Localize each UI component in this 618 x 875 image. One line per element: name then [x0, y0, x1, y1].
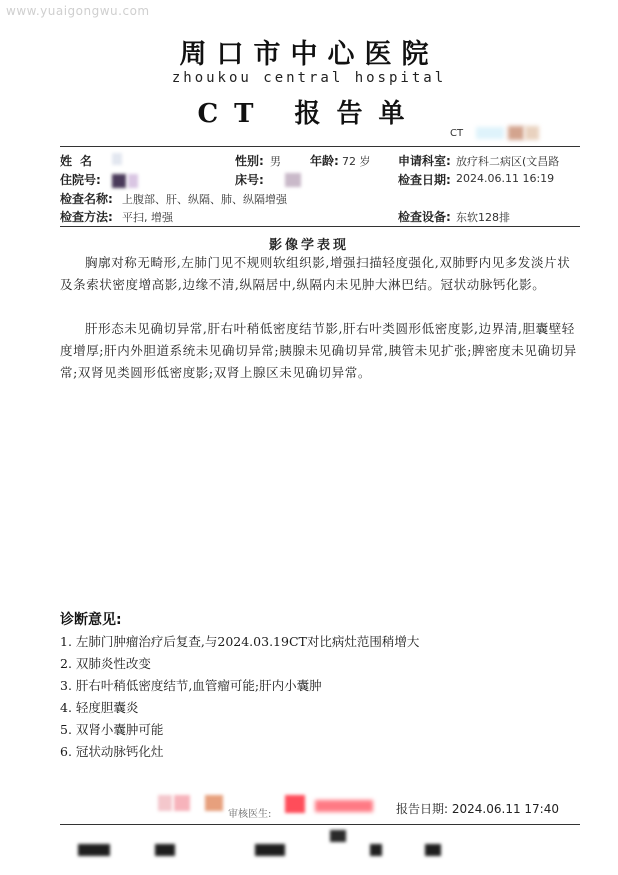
diagnosis-item: 3. 肝右叶稍低密度结节,血管瘤可能;肝内小囊肿: [60, 678, 322, 693]
report-date-label: 报告日期:: [396, 802, 449, 816]
age-label: 年龄:: [310, 154, 339, 168]
hospital-name-en: zhoukou central hospital: [171, 70, 447, 86]
footer-divider: [60, 824, 580, 825]
report-title: CT 报告单: [197, 99, 421, 129]
signature-redaction-orange: [205, 795, 223, 811]
ct-number-redaction: [476, 127, 504, 139]
report-date-line: [396, 800, 559, 817]
exam-name-value: 上腹部、肝、纵隔、肺、纵隔增强: [122, 193, 287, 206]
findings-paragraph-abdomen: 肝形态未见确切异常,肝右叶稍低密度结节影,肝右叶类圆形低密度影,边界清,胆囊壁轻度增厚;肝内外胆道系统未见确切异常;胰腺未见确切异常,胰管未见扩张;脾密度未见确切异常;双肾见类圆形低密度影;双肾上腺区未见确切异常。: [60, 321, 577, 380]
name-label: 姓名: [60, 154, 101, 168]
diagnosis-item: 1. 左肺门肿瘤治疗后复查,与2024.03.19CT对比病灶范围稍增大: [60, 634, 420, 649]
diagnosis-item: 5. 双肾小囊肿可能: [60, 722, 164, 737]
signature-redaction-pink: [158, 795, 172, 811]
findings-paragraph-chest: 胸廓对称无畸形,左肺门见不规则软组织影,增强扫描轻度强化,双肺野内见多发淡片状及条索状密度增高影,边缘不清,纵隔居中,纵隔内未见肿大淋巴结。冠状动脉钙化影。: [60, 255, 571, 292]
watermark-text: www.yuaigongwu.com: [6, 4, 150, 18]
bed-label: 床号:: [235, 173, 264, 187]
ct-number-redaction-2: [508, 126, 524, 140]
exam-method-value: 平扫, 增强: [122, 211, 173, 224]
sex-value: 男: [270, 155, 281, 168]
exam-date-label: 检查日期:: [398, 173, 451, 187]
footer-redaction: [78, 844, 110, 856]
age-value: 72 岁: [342, 155, 371, 168]
device-label: 检查设备:: [398, 210, 451, 224]
footer-redaction: [425, 844, 441, 856]
signature-redaction-red-2: [315, 800, 373, 812]
bed-redaction: [285, 173, 301, 187]
exam-name-label: 检查名称:: [60, 192, 113, 206]
info-divider: [60, 226, 580, 227]
diagnosis-title: 诊断意见:: [60, 612, 122, 628]
exam-date-value: 2024.06.11 16:19: [456, 172, 555, 185]
sex-label: 性别:: [235, 154, 264, 168]
inpatient-id-label: 住院号:: [60, 173, 101, 187]
diagnosis-item: 4. 轻度胆囊炎: [60, 700, 139, 715]
doctor-label: 审核医生:: [228, 809, 272, 820]
footer-redaction: [370, 844, 382, 856]
footer-redaction: [155, 844, 175, 856]
footer-redaction: [255, 844, 285, 856]
inpatient-id-redaction-2: [128, 174, 138, 188]
signature-redaction-red: [285, 795, 305, 813]
inpatient-id-redaction: [112, 174, 126, 188]
dept-label: 申请科室:: [398, 154, 451, 168]
report-date-value: 2024.06.11 17:40: [451, 802, 559, 816]
dept-value: 放疗科二病区(文昌路: [456, 155, 560, 168]
device-value: 东软128排: [456, 211, 510, 224]
ct-number-redaction-3: [525, 126, 539, 140]
diagnosis-item: 2. 双肺炎性改变: [60, 656, 151, 671]
header-divider: [60, 146, 580, 147]
hospital-name: 周口市中心医院: [179, 39, 439, 70]
signature-redaction-pink-2: [174, 795, 190, 811]
findings-title: 影像学表现: [268, 238, 349, 253]
footer-redaction: [330, 830, 346, 842]
diagnosis-item: 6. 冠状动脉钙化灶: [60, 744, 164, 759]
ct-number-label: CT: [450, 128, 464, 139]
exam-method-label: 检查方法:: [60, 210, 113, 224]
name-redaction: [112, 153, 122, 165]
